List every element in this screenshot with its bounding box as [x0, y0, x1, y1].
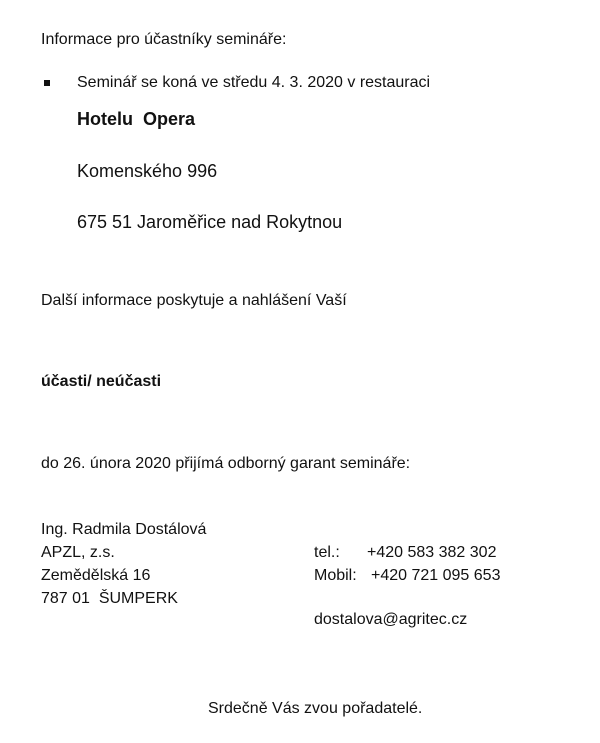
- mobile-number: +420 721 095 653: [371, 567, 501, 584]
- contact-org: APZL, z.s.: [41, 544, 115, 561]
- closing-text: Srdečně Vás zvou pořadatelé.: [208, 700, 423, 717]
- contact-email: dostalova@agritec.cz: [314, 611, 468, 628]
- bullet-square-icon: [44, 80, 50, 86]
- contact-name: Ing. Radmila Dostálová: [41, 521, 207, 538]
- venue-name: Hotelu Opera: [77, 109, 196, 129]
- tel-label: tel.:: [314, 544, 340, 561]
- contact-city: 787 01 ŠUMPERK: [41, 590, 178, 607]
- info-line: Další informace poskytuje a nahlášení Vaší: [41, 292, 347, 309]
- deadline-line: do 26. února 2020 přijímá odborný garant semináře:: [41, 455, 411, 472]
- contact-street: Zemědělská 16: [41, 567, 151, 584]
- mobile-label: Mobil:: [314, 567, 357, 584]
- participation-text: účasti/ neúčasti: [41, 373, 162, 390]
- tel-number: +420 583 382 302: [367, 544, 497, 561]
- venue-city: 675 51 Jaroměřice nad Rokytnou: [77, 212, 343, 232]
- venue-sentence: Seminář se koná ve středu 4. 3. 2020 v restauraci: [77, 74, 431, 91]
- venue-street: Komenského 996: [77, 161, 218, 181]
- intro-heading: Informace pro účastníky semináře:: [41, 31, 287, 48]
